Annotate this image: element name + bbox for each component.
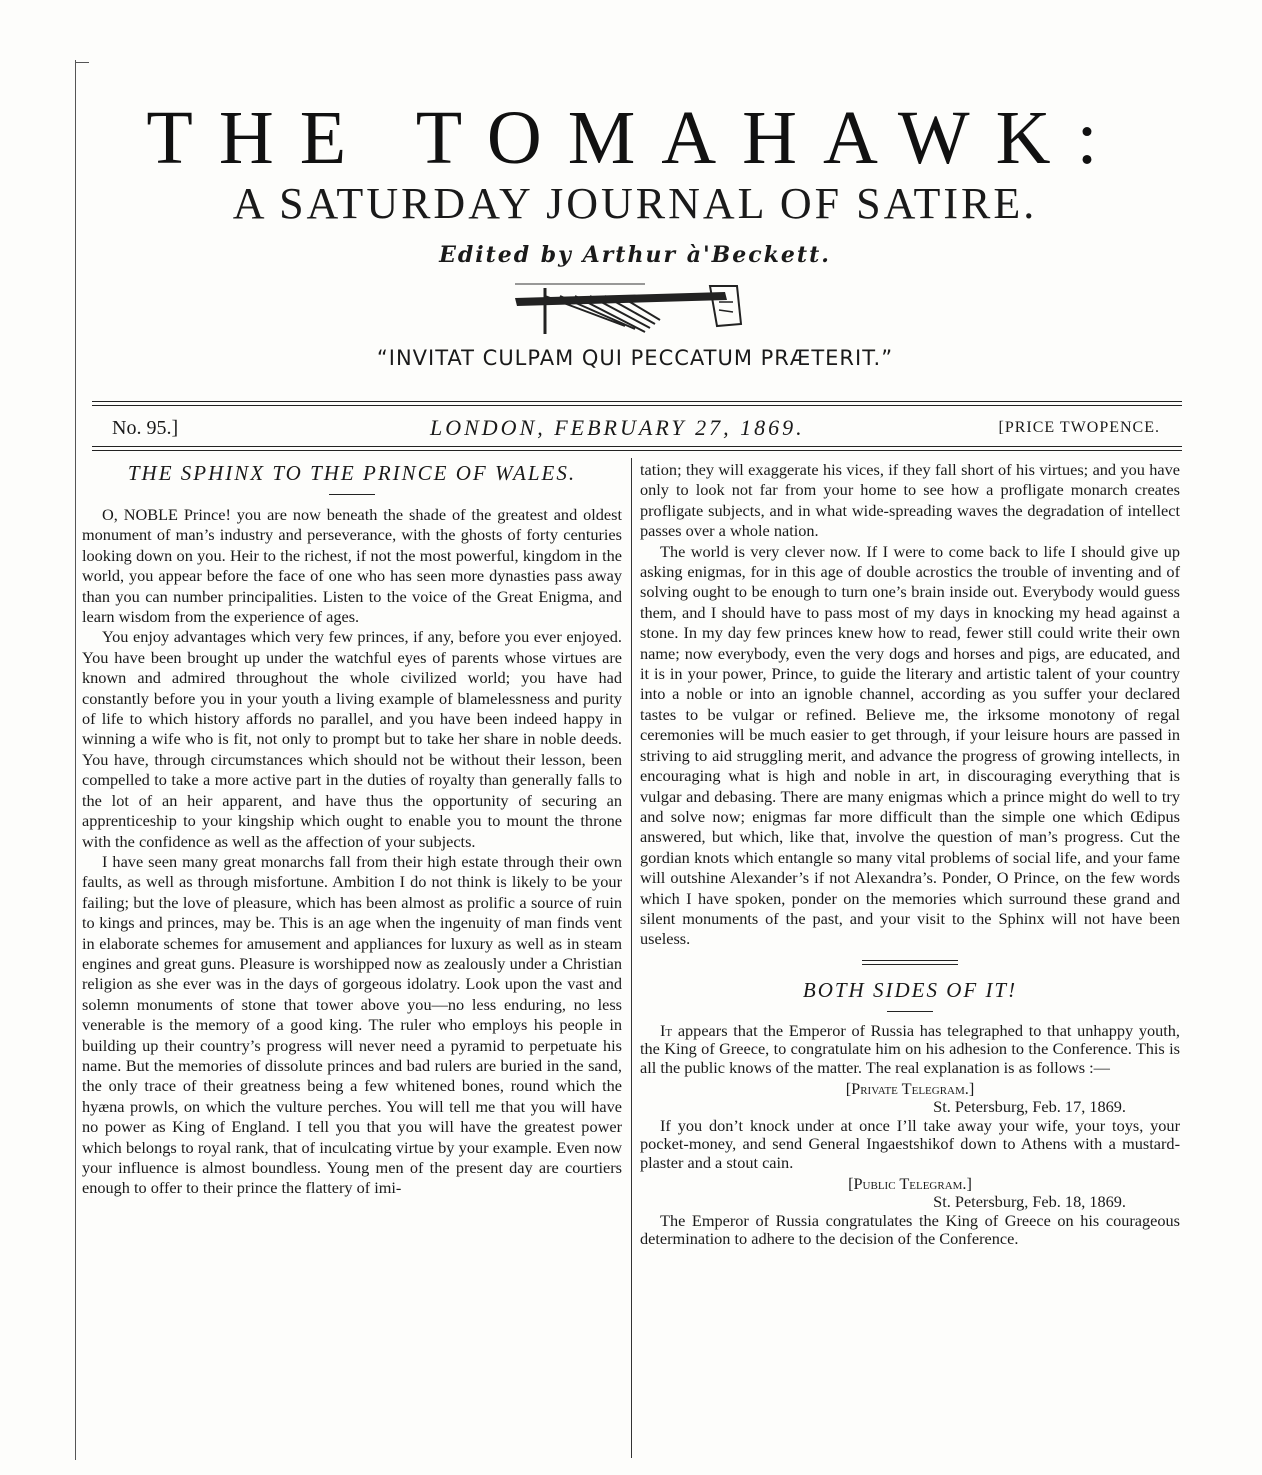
journal-subtitle: A SATURDAY JOURNAL OF SATIRE. [232,179,1038,228]
public-telegram-dateline: St. Petersburg, Feb. 18, 1869. [933,1192,1126,1212]
title-rule [329,494,375,495]
article-paragraph: You enjoy advantages which very few princes, if any, before you ever enjoyed. You have been brought up under the watchful eyes of parents whose virtues are known and admired throughout the whole civilized world; you have had constantly before you in your youth a living example of blamelessness and purity of life to which history affords no parallel, and you have been indeed happy in winning a wife who is fit, not only to prompt but to take her share in noble deeds. You have, through circumstances which should not be without their lesson, been compelled to take a more active part in the duties of royalty than generally falls to the lot of an heir apparent, and have thus the opportunity of securing an apprenticeship to your kingship which ought to enable you to mount the throne with the confidence as well as the affection of your subjects. [82,627,622,851]
dateline-bottom-rule [92,446,1182,447]
motto: “INVITAT CULPAM QUI PECCATUM PRÆTERIT.” [376,346,894,370]
article-separator [862,960,958,965]
dateline-bottom-rule-2 [92,450,1182,451]
journal-title: THE TOMAHAWK: [146,96,1124,180]
paragraph-lead: O, NOBLE [102,505,178,524]
page-margin-line [75,60,76,1460]
paragraph-lead: It [660,1020,673,1040]
private-telegram-dateline: St. Petersburg, Feb. 17, 1869. [933,1097,1126,1117]
paragraph-text: appears that the Emperor of Russia has telegraphed to that unhappy youth, the King of Greece, to congratulate him on his adhesion to the Conference. This is all the public knows of the matter. The real explanation is as follows :— [640,1020,1180,1077]
article-paragraph: I have seen many great monarchs fall from their high estate through their own faults, as well as through misfortune. Ambition I do not think is likely to be your failing; but the love of pleasure, which has been almost as prolific a source of ruin to kings and princes, may be. This is an age when the ingenuity of man finds vent in elaborate schemes for amusement and appliances for luxury as well as in steam engines and great guns. Pleasure is worshipped now as zealously under a Christian religion as she ever was in the days of gorgeous idolatry. Look upon the vast and solemn monuments of stone that tower above you—no less enduring, no less venerable is the memory of a good king. The ruler who employs his people in building up their country’s progress will never need a pyramid to perpetuate his name. But the memories of dissolute princes and bad rulers are buried in the sand, the only trace of their greatness being a few whitened bones, round which the hyæna prowls, on which the vulture perches. You will tell me that you will have no power as King of England. I tell you that you will have the greatest power which belongs to royal rank, that of inculcating virtue by your example. Even now your influence is almost boundless. Young men of the present day are courtiers enough to offer to their prince the flattery of imi- [82,851,622,1198]
issue-price: [PRICE TWOPENCE. [998,419,1160,436]
page-margin-tick [75,62,89,63]
article-paragraph [82,505,622,627]
column-divider [631,458,632,1458]
column-right [640,460,1180,1249]
masthead [90,96,1180,370]
issue-date: LONDON, FEBRUARY 27, 1869. [430,415,805,440]
dateline-top-rule-2 [92,405,1182,406]
issue-number: No. 95.] [112,417,179,439]
title-rule [887,1011,933,1012]
dateline-top-rule [92,401,1182,402]
private-telegram-heading: [Private Telegram.] [845,1078,975,1098]
public-telegram-heading: [Public Telegram.] [848,1173,972,1193]
tomahawk-icon [505,274,765,336]
article-title: THE SPHINX TO THE PRINCE OF WALES. [127,461,577,485]
dateline [92,413,1182,443]
paragraph-text: Prince! you are now beneath the shade of the greatest and oldest monument of man’s industry and perseverance, with the ghosts of forty centuries looking down on you. Heir to the richest, if not the most powerful, kingdom in the world, you appear before the face of one who has seen more dynasties pass away than you can number principalities. Listen to the voice of the Great Enigma, and learn wisdom from the experience of ages. [82,505,622,627]
article-paragraph-continued: tation; they will exaggerate his vices, if they fall short of his virtues; and you have only to look not far from your home to see how a profligate monarch creates profligate subjects, and in what wide-spreading waves the degradation of intellect passes over a whole nation. [640,460,1180,541]
article-both-sides [640,977,1180,1249]
article-paragraph: The world is very clever now. If I were to come back to life I should give up asking enigmas, for in this age of double acrostics the trouble of inventing and of solving ought to be enough to turn one’s brain inside out. Everybody would guess them, and I should have to pass most of my days in knocking my head against a stone. In my day few princes knew how to read, fewer still could write their own name; now everybody, even the very dogs and horses and pigs, are educated, and it is in your power, Prince, to guide the literary and artistic talent of your country into a noble or into an ignoble channel, according as you suffer your declared tastes to be vulgar or refined. Believe me, the irksome monotony of regal ceremonies will be much easier to get through, if your leisure hours are passed in striving to aid struggling merit, and advance the progress of growing intellects, in encouraging what is high and noble in art, in discouraging everything that is vulgar and debasing. There are many enigmas which a prince might do well to try and solve now; enigmas far more difficult than the simple one which Œdipus answered, but which, like that, involve the question of man’s progress. Cut the gordian knots which entangle so many vital problems of social life, and your fame will outshine Alexander’s if not Alexandra’s. Ponder, O Prince, on the few words which I have spoken, ponder on the memories which surround these grand and silent monuments of the past, and your visit to the Sphinx will not have been useless. [640,541,1180,949]
article-paragraph [640,1022,1180,1078]
private-telegram-body: If you don’t knock under at once I’ll take away your wife, your toys, your pocket-money, and send General Ingaestshikof down to Athens with a mustard-plaster and a stout cain. [640,1115,1180,1172]
column-left [82,460,622,1199]
editor-credit: Edited by Arthur à'Beckett. [439,242,831,268]
public-telegram-body: The Emperor of Russia congratulates the King of Greece on his courageous determination to adhere to the decision of the Conference. [640,1210,1180,1249]
article-title: BOTH SIDES OF IT! [802,977,1018,1002]
